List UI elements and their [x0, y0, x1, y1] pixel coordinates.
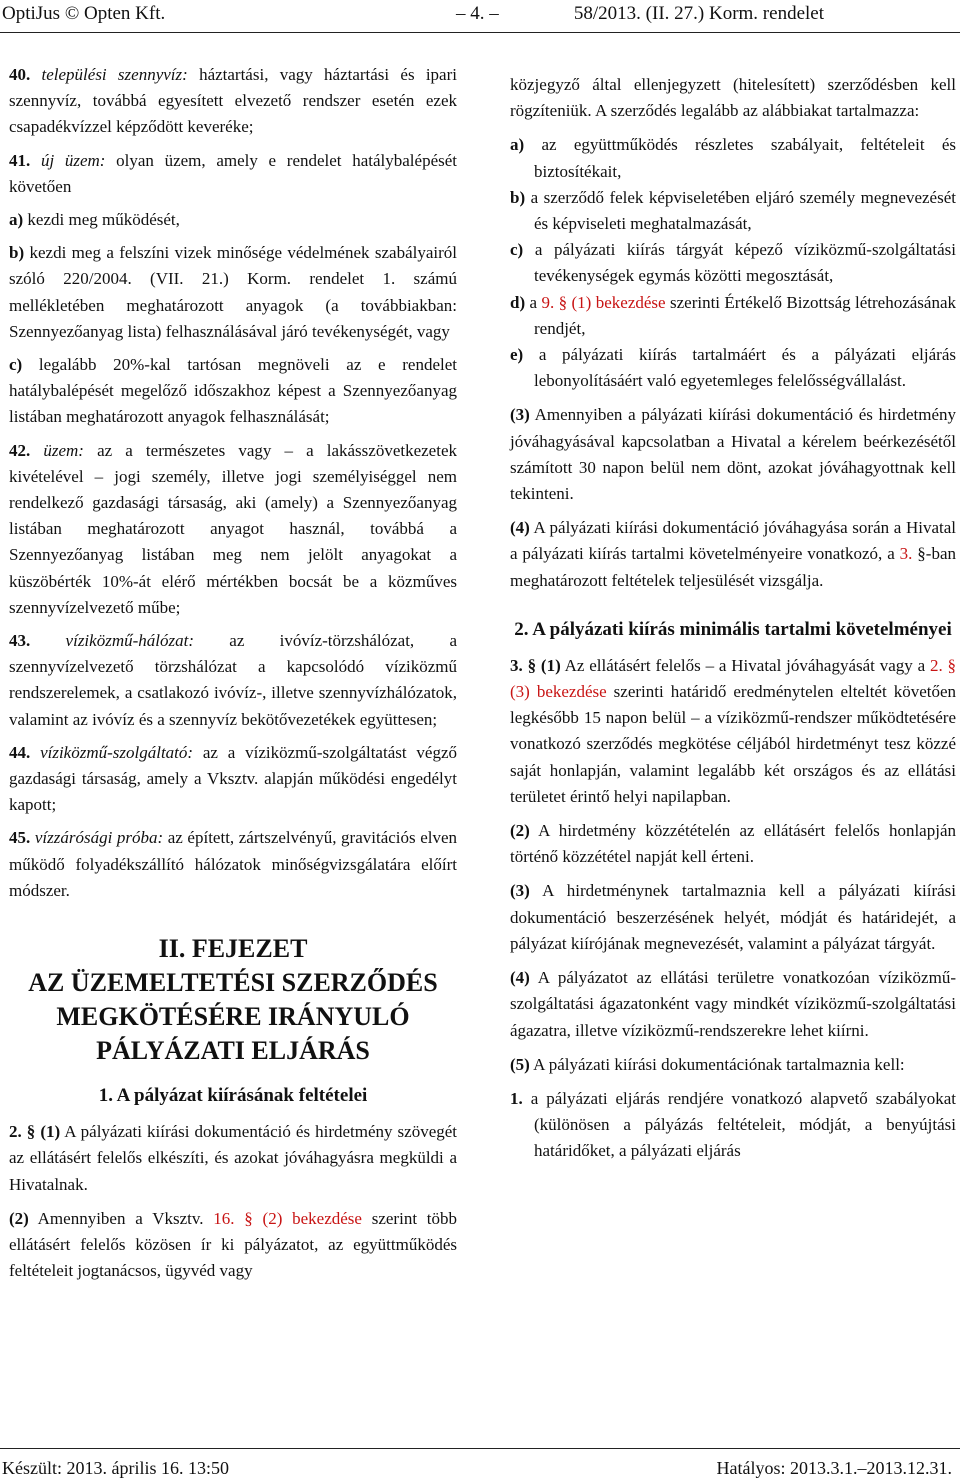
definition-term: települési szennyvíz: — [41, 65, 188, 84]
definition-45 — [9, 825, 457, 904]
item-label: d) — [510, 292, 526, 312]
cross-reference-link[interactable]: 3. — [899, 544, 913, 564]
paragraph-text: szerint több ellátásért felelős közösen ír ki pályázatot, az együttműködés feltételeit jogtanácsos, ügyvéd vagy — [9, 1208, 458, 1281]
section-heading-1: 1. A pályázat kiírásának feltételei — [98, 1085, 368, 1107]
paragraph-text: A pályázati kiírási dokumentáció és hirdetmény szövegét az ellátásért felelős elkészíti, és azokat jóváhagyásra megküldi a Hivatalnak. — [9, 1122, 458, 1194]
definition-number: 45. — [9, 828, 31, 848]
definition-number: 41. — [9, 150, 31, 170]
item-text: a pályázati kiírás tárgyát képező víziközmű-szolgáltatási tevékenységek egymás közötti megosztását, — [523, 240, 956, 286]
list-item-e — [510, 342, 956, 394]
footer-validity-period: Hatályos: 2013.3.1.–2013.12.31. — [716, 1458, 952, 1478]
item-text: kezdi meg működését, — [23, 210, 180, 230]
paragraph-number: (2) — [9, 1208, 29, 1228]
header-rule — [0, 32, 960, 33]
paragraph-text: A hirdetménynek tartalmaznia kell a pályázati kiírási dokumentáció beszerzésének helyét, módját és határidejét, a pályázat kiírójának megnevezését, valamint a pályázat tárgyát. — [510, 881, 956, 953]
definition-41-item-b — [9, 240, 457, 345]
section-2-paragraph-4 — [510, 515, 956, 594]
section-number: 2. — [9, 1122, 22, 1142]
paragraph-text: Amennyiben a Vksztv. — [28, 1208, 214, 1228]
header-document-title: 58/2013. (II. 27.) Korm. rendelet — [573, 3, 824, 24]
definition-41 — [9, 148, 457, 200]
paragraph-text: szerinti határidő eredménytelen elteltét követően legkésőbb 15 napon belül – a víziközmű-rendszer működtetésére vonatkozó szerződés megkötése céljából hirdetményt tesz közzé saját honlapján, valamint legalább két országos és az ellátási területet érintő helyi napilapban. — [510, 682, 957, 806]
paragraph-number: (2) — [510, 821, 530, 841]
definition-number: 43. — [9, 631, 31, 651]
definition-number: 40. — [9, 65, 31, 84]
definition-term: víziközmű-hálózat: — [65, 631, 194, 651]
definition-44 — [9, 740, 457, 819]
paragraph-number: (4) — [510, 518, 530, 538]
paragraph-text: A pályázati kiírási dokumentáció jóváhagyása során a Hivatal a pályázati kiírás tartalmi követelményeire vonatkozó, a — [510, 518, 956, 564]
cross-reference-link[interactable]: 9. — [541, 292, 555, 312]
chapter-title: AZ ÜZEMELTETÉSI SZERZŐDÉS MEGKÖTÉSÉRE IRÁNYULÓ PÁLYÁZATI ELJÁRÁS — [28, 968, 438, 1066]
definition-term: víziközmű-szolgáltató: — [40, 742, 194, 762]
paragraph-number: (3) — [510, 881, 530, 901]
item-text: az együttműködés részletes szabályait, feltételeit és biztosítékait, — [524, 135, 956, 181]
item-text: a szerződő felek képviseletében eljáró személy megnevezését és képviseleti meghatalmazását, — [525, 187, 956, 234]
item-label: b) — [510, 187, 526, 207]
definition-text: az épített, zártszelvényű, gravitációs elven működő folyadékszállító hálózatok minőségvizsgálatára előírt módszer. — [9, 828, 458, 900]
paragraph-number: (4) — [510, 968, 530, 988]
definition-text: háztartási, vagy háztartási és ipari szennyvíz, továbbá egyesített elvezető rendszer esetén ezek csapadékvízzel képződött keveréke; — [9, 65, 457, 137]
item-label: 1. — [510, 1088, 523, 1108]
section-3-paragraph-3 — [510, 878, 956, 957]
cross-reference-link[interactable]: § (3) bekezdése — [510, 655, 957, 702]
item-label: a) — [510, 135, 525, 155]
definition-term: üzem: — [43, 440, 84, 460]
chapter-heading — [9, 932, 457, 1068]
item-text: a — [525, 292, 542, 312]
definition-number: 42. — [9, 440, 31, 460]
header-page-number: – 4. – — [456, 3, 499, 24]
item-text: legalább 20%-kal tartósan megnöveli az e rendelet hatálybalépését megelőző időszakhoz képest a Szennyezőanyag listában meghatározott anyagok felhasználását; — [9, 355, 457, 427]
cross-reference-link[interactable]: § (1) bekezdése — [558, 292, 666, 312]
left-column — [9, 62, 457, 1292]
definition-number: 44. — [9, 742, 31, 762]
paragraph-text: §-ban meghatározott feltételek teljesülését vizsgálja. — [510, 544, 956, 590]
section-3-paragraph-1 — [510, 653, 956, 810]
section-symbol: § — [527, 655, 537, 675]
cross-reference-link[interactable]: § (2) bekezdése — [244, 1208, 362, 1228]
paragraph-number: (3) — [510, 405, 530, 425]
list-item-1 — [510, 1086, 956, 1165]
item-label: a) — [9, 210, 24, 230]
definition-term: vízzárósági próba: — [34, 828, 164, 848]
paragraph-text: Az ellátásért felelős – a Hivatal jóváhagyását vagy a — [560, 655, 930, 675]
list-item-d — [510, 290, 956, 342]
definition-text: olyan üzem, amely e rendelet hatálybalépését követően — [9, 150, 457, 196]
footer-created-date: Készült: 2013. április 16. 13:50 — [2, 1458, 229, 1478]
paragraph-text: A pályázatot az ellátási területre vonatkozóan víziközmű-szolgáltatási ágazatonként vagy mindkét víziközmű-szolgáltatási ágazatra, illetve víziközmű-rendszerekre lehet kiírni. — [510, 968, 956, 1040]
item-text: szerinti Értékelő Bizottság létrehozásának rendjét, — [534, 292, 957, 338]
definition-text: az ivóvíz-törzshálózat, a szennyvízelvezető törzshálózat a kapcsolódó víziközmű rendszerelemek, a csatlakozó ivóvíz-, illetve szennyvízhálózatok, valamint az ivóvíz és a szennyvíz bekötővezetékek együttesen; — [9, 631, 458, 729]
item-text: kezdi meg a felszíni vizek minősége védelmének szabályairól szóló 220/2004. (VII. 21.) Korm. rendelet 1. számú mellékletében meghatározott anyagok (a továbbiakban: Szennyezőanyag lista) felhasználásával járó tevékenységét, vagy — [9, 243, 457, 341]
paragraph-number: (5) — [510, 1054, 530, 1074]
item-text: a pályázati eljárás rendjére vonatkozó alapvető szabályokat (különösen a pályázás feltételeit, módját, a benyújtási határidőket, a pályázati eljárás — [522, 1088, 956, 1161]
header-publisher: OptiJus © Opten Kft. — [2, 3, 166, 24]
continued-paragraph: közjegyző által ellenjegyzett (hitelesített) szerződésben kell rögzíteniük. A szerződés legalább az alábbiakat tartalmazza: — [510, 75, 956, 121]
definition-41-item-a — [9, 207, 457, 233]
item-text: a pályázati kiírás tartalmáért és a pályázati eljárás lebonyolításáért való egyetemleges felelősségvállalást. — [523, 345, 956, 391]
chapter-number: II. FEJEZET — [158, 934, 308, 964]
paragraph-text: A hirdetmény közzétételén az ellátásért felelős honlapján történő közzététel napját kell érteni. — [510, 821, 956, 867]
item-label: e) — [510, 345, 524, 365]
item-label: c) — [9, 355, 23, 375]
footer-rule — [0, 1448, 960, 1449]
section-symbol: § — [26, 1122, 36, 1142]
section-3-paragraph-5 — [510, 1052, 956, 1078]
definition-42 — [9, 438, 457, 621]
section-3-paragraph-4 — [510, 965, 956, 1044]
section-2-paragraph-3 — [510, 402, 956, 507]
cross-reference-link[interactable]: 2. — [929, 655, 943, 675]
item-label: b) — [9, 243, 25, 263]
definition-term: új üzem: — [40, 150, 106, 170]
right-column — [510, 72, 956, 1165]
section-number: 3. — [510, 655, 523, 675]
list-item-a — [510, 132, 956, 184]
paragraph-number: (1) — [40, 1122, 61, 1142]
paragraph-text: A pályázati kiírási dokumentációnak tartalmaznia kell: — [529, 1054, 905, 1074]
definition-43 — [9, 628, 457, 733]
section-3-paragraph-2 — [510, 818, 956, 870]
paragraph-number: (1) — [540, 655, 561, 675]
section-2-paragraph-2 — [9, 1206, 457, 1285]
section-2-paragraph-1 — [9, 1119, 457, 1198]
definition-41-item-c — [9, 352, 457, 431]
section-heading-2: 2. A pályázati kiírás minimális tartalmi követelményei — [514, 618, 952, 640]
list-item-b — [510, 185, 956, 237]
list-item-c — [510, 237, 956, 289]
page-header — [0, 0, 960, 30]
cross-reference-link[interactable]: 16. — [213, 1208, 235, 1228]
item-label: c) — [510, 240, 524, 260]
definition-text: az a természetes vagy – a lakásszövetkezetek kivételével – jogi személy, illetve jogi személyiséggel nem rendelkező gazdasági társaság, aki (amely) a Szennyezőanyag listában meghatározott anyagot használ, továbbá a Szennyezőanyag listában meg nem jelölt anyagokat a küszöbérték 10%-át elérő mértékben bocsát be a közműves szennyvízelvezető műbe; — [9, 440, 458, 617]
definition-40 — [9, 62, 457, 141]
definition-text: az a víziközmű-szolgáltatást végző gazdasági társaság, amely a Vksztv. alapján működési engedélyt kapott; — [9, 742, 457, 815]
paragraph-text: Amennyiben a pályázati kiírási dokumentáció és hirdetmény jóváhagyásával kapcsolatban a Hivatal a kérelem beérkezésétől számított 30 napon belül nem dönt, azokat jóváhagyottnak kell tekinteni. — [510, 405, 956, 504]
